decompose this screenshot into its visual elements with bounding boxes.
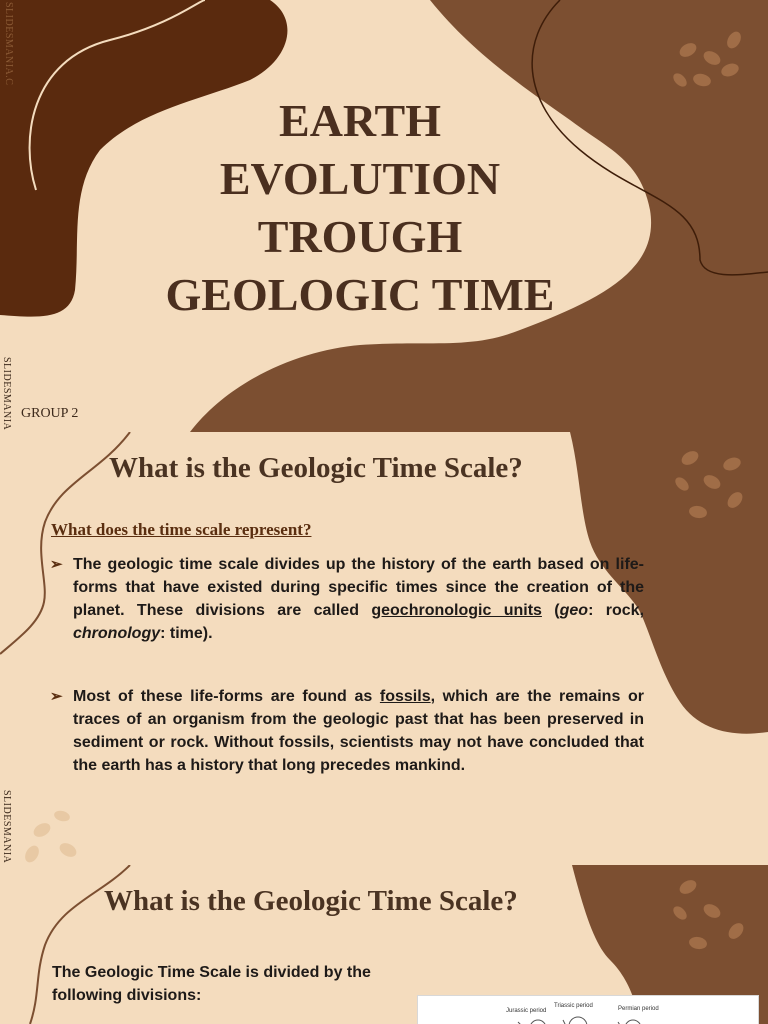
side-watermark: SLIDESMANIA bbox=[1, 357, 12, 431]
bullet-text bbox=[73, 553, 644, 645]
bullet-text-part: Most of these life-forms are found as bbox=[73, 688, 380, 705]
coffee-beans-faint-icon bbox=[22, 809, 78, 865]
slide-definition bbox=[0, 432, 768, 865]
diagram-sketch bbox=[418, 996, 758, 1024]
bullet-item bbox=[50, 685, 644, 777]
section-heading: What is the Geologic Time Scale? bbox=[104, 885, 518, 917]
diagram-label: Triassic period bbox=[554, 1003, 593, 1009]
bullet-text-part: : time). bbox=[160, 625, 213, 642]
subheading: What does the time scale represent? bbox=[51, 520, 312, 539]
bullet-text-part: , which are the remains or traces of an organism from the geologic past that has been preserved in sediment or rock. Without fossils, scientists may not have concluded that the earth has a history that long precedes mankind. bbox=[73, 688, 645, 774]
slide-title bbox=[0, 0, 768, 432]
term-chronology: chronology bbox=[73, 625, 161, 642]
arrow-bullet-icon: ➢ bbox=[50, 688, 63, 705]
side-watermark: SLIDESMANIA bbox=[1, 790, 12, 864]
bullet-item bbox=[50, 553, 644, 645]
term-fossils: fossils bbox=[379, 688, 431, 705]
time-scale-diagram-thumbnail bbox=[417, 995, 759, 1024]
diagram-label: Permian period bbox=[618, 1006, 659, 1012]
body-text: The Geologic Time Scale is divided by the following divisions: bbox=[52, 964, 371, 1004]
bullet-text-part: ( bbox=[541, 602, 560, 619]
bullet-text bbox=[73, 685, 644, 777]
page-title: EARTH EVOLUTION TROUGH GEOLOGIC TIME bbox=[165, 95, 555, 320]
term-geo: geo bbox=[559, 602, 589, 619]
group-label: GROUP 2 bbox=[21, 406, 79, 421]
term-geochronologic-units: geochronologic units bbox=[371, 602, 542, 619]
diagram-label: Jurassic period bbox=[506, 1008, 547, 1014]
watermark-text: SLIDESMANIA.C bbox=[3, 2, 14, 86]
slide2-background-shapes bbox=[0, 432, 768, 865]
arrow-bullet-icon: ➢ bbox=[50, 556, 63, 573]
bullet-text-part: The geologic time scale divides up the history of the earth based on life-forms that have existed during specific times since the creation of the planet. These divisions are called bbox=[73, 556, 644, 619]
bullet-text-part: : rock, bbox=[588, 602, 644, 619]
slide-divisions bbox=[0, 865, 768, 1024]
section-heading: What is the Geologic Time Scale? bbox=[109, 452, 523, 484]
